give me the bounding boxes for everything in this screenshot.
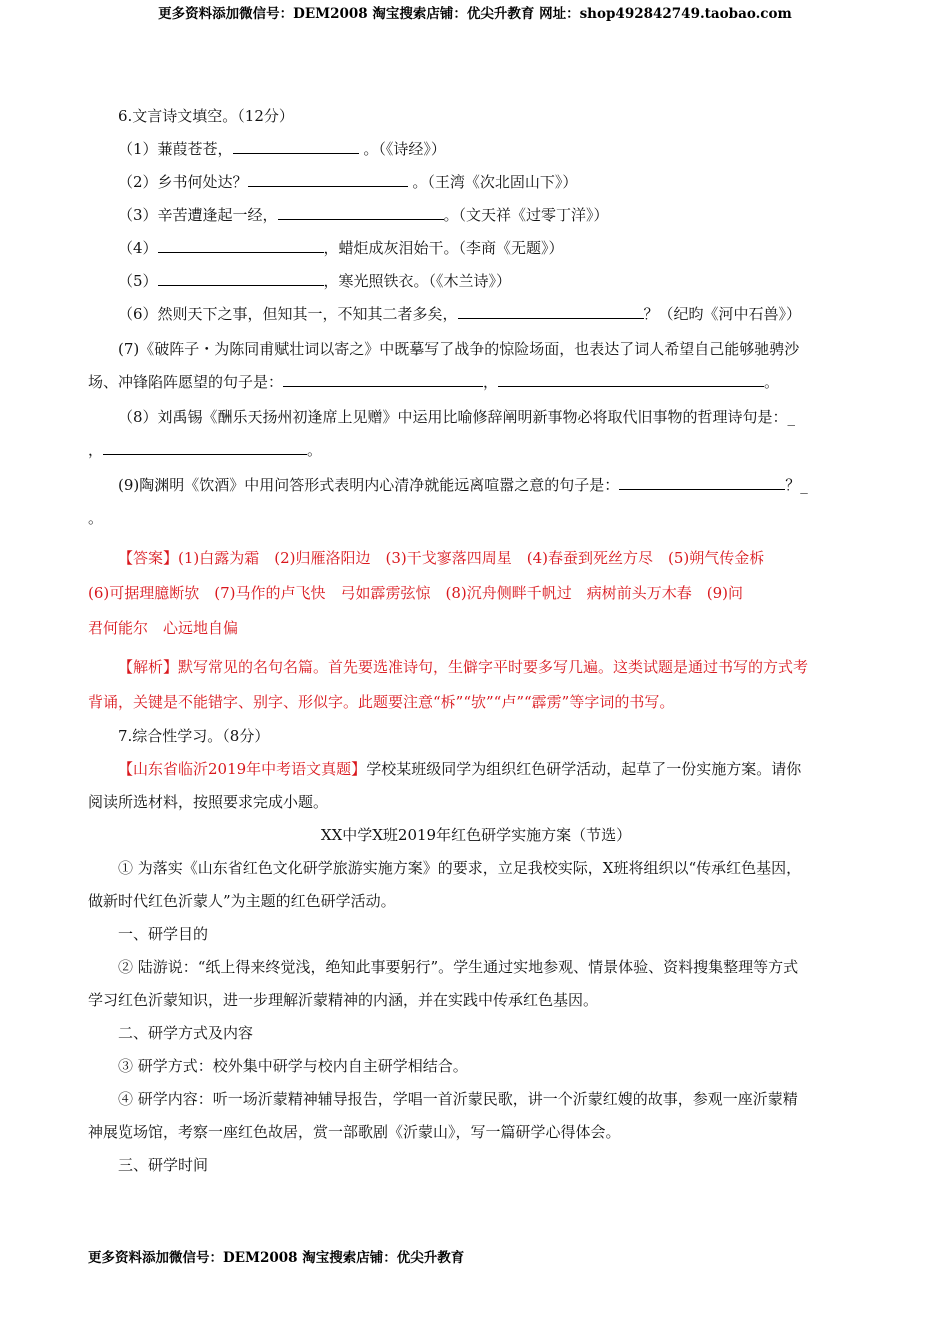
doc-para-1: ① 为落实《山东省红色文化研学旅游实施方案》的要求，立足我校实际，X班将组织以“传承红色基因，	[118, 859, 802, 877]
document-body	[88, 100, 864, 1182]
doc-title: XX中学X班2019年红色研学实施方案（节选）	[320, 826, 632, 844]
analysis-line-1: 【解析】默写常见的名句名篇。首先要选准诗句，生僻字平时要多写几遍。这类试题是通过书写的方式考	[118, 658, 809, 676]
q6-item-6: （6）然则天下之事，但知其一，不知其二者多矣， ？（纪昀《河中石兽》）	[88, 298, 864, 331]
answer-line-3: 君何能尔 心远地自偏	[88, 619, 239, 637]
q6-item-7: (7)《破阵子・为陈同甫赋壮词以寄之》中既摹写了战争的惊险场面，也表达了词人希望自己能够驰骋沙	[118, 340, 800, 358]
q6-item-4: （4） ，蜡炬成灰泪始干。（李商《无题》）	[88, 232, 864, 265]
doc-para-4: ④ 研学内容：听一场沂蒙精神辅导报告，学唱一首沂蒙民歌，讲一个沂蒙红嫂的故事，参观一座沂蒙精	[118, 1090, 798, 1108]
q6-item-7-line2: 场、冲锋陷阵愿望的句子是： ， 。	[88, 366, 864, 399]
q7-title: 7.综合性学习。（8分）	[118, 727, 270, 745]
answer-blank[interactable]	[103, 437, 307, 455]
q6-item-3: （3）辛苦遭逢起一经， 。（文天祥《过零丁洋》）	[88, 199, 864, 232]
analysis-line-2: 背诵，关键是不能错字、别字、形似字。此题要注意“柝”“欤”“卢”“霹雳”等字词的书写。	[88, 693, 675, 711]
answer-blank[interactable]	[233, 136, 359, 154]
answer-line-1: 【答案】(1)白露为霜 (2)归雁洛阳边 (3)干戈寥落四周星 (4)春蚕到死丝方尽 (5)朔气传金柝	[118, 549, 765, 567]
doc-para-2: ② 陆游说：“纸上得来终觉浅，绝知此事要躬行”。学生通过实地参观、情景体验、资料搜集整理等方式	[118, 958, 799, 976]
answer-blank[interactable]	[158, 235, 324, 253]
answer-blank[interactable]	[278, 202, 444, 220]
answer-label: 【答案】	[118, 549, 179, 567]
doc-para-1-line2: 做新时代红色沂蒙人”为主题的红色研学活动。	[88, 892, 396, 910]
answer-blank[interactable]	[248, 169, 408, 187]
q6-item-2: （2）乡书何处达？ 。（王湾《次北固山下》）	[88, 166, 864, 199]
q6-item-1: （1）蒹葭苍苍， 。（《诗经》）	[88, 133, 864, 166]
answer-line-2: (6)可据理臆断欤 (7)马作的卢飞快 弓如霹雳弦惊 (8)沉舟侧畔千帆过 病树前头万木春 (9)问	[88, 584, 743, 602]
q7-intro-line2: 阅读所选材料，按照要求完成小题。	[88, 793, 329, 811]
section-heading-3: 三、研学时间	[118, 1156, 209, 1174]
q7-intro: 【山东省临沂2019年中考语文真题】学校某班级同学为组织红色研学活动，起草了一份实施方案。请你	[118, 760, 802, 778]
answer-blank[interactable]	[498, 369, 764, 387]
q7-source: 【山东省临沂2019年中考语文真题】	[118, 760, 367, 778]
page-header: 更多资料添加微信号：DEM2008 淘宝搜索店铺：优尖升教育 网址：shop492842749.taobao.com	[158, 6, 792, 22]
q6-item-9-line2: 。	[88, 509, 104, 527]
analysis-label: 【解析】	[118, 658, 179, 676]
answer-blank[interactable]	[158, 268, 324, 286]
q6-item-5: （5） ，寒光照铁衣。（《木兰诗》）	[88, 265, 864, 298]
answer-blank[interactable]	[283, 369, 483, 387]
page-footer: 更多资料添加微信号：DEM2008 淘宝搜索店铺：优尖升教育	[88, 1250, 465, 1266]
section-heading-1: 一、研学目的	[118, 925, 209, 943]
section-heading-2: 二、研学方式及内容	[118, 1024, 254, 1042]
doc-para-4-line2: 神展览场馆，考察一座红色故居，赏一部歌剧《沂蒙山》，写一篇研学心得体会。	[88, 1123, 621, 1141]
doc-para-3: ③ 研学方式：校外集中研学与校内自主研学相结合。	[118, 1057, 468, 1075]
answer-blank[interactable]	[619, 472, 785, 490]
q6-item-9: (9)陶渊明《饮酒》中用问答形式表明内心清净就能远离喧嚣之意的句子是： ？_	[88, 469, 864, 502]
answer-blank[interactable]	[458, 301, 644, 319]
doc-para-2-line2: 学习红色沂蒙知识，进一步理解沂蒙精神的内涵，并在实践中传承红色基因。	[88, 991, 599, 1009]
q6-item-8: （8）刘禹锡《酬乐天扬州初逢席上见赠》中运用比喻修辞阐明新事物必将取代旧事物的哲理诗句是：_	[118, 408, 796, 426]
q6-title: 6.文言诗文填空。（12分）	[118, 107, 294, 125]
q6-item-8-line2: ， 。	[88, 434, 864, 467]
